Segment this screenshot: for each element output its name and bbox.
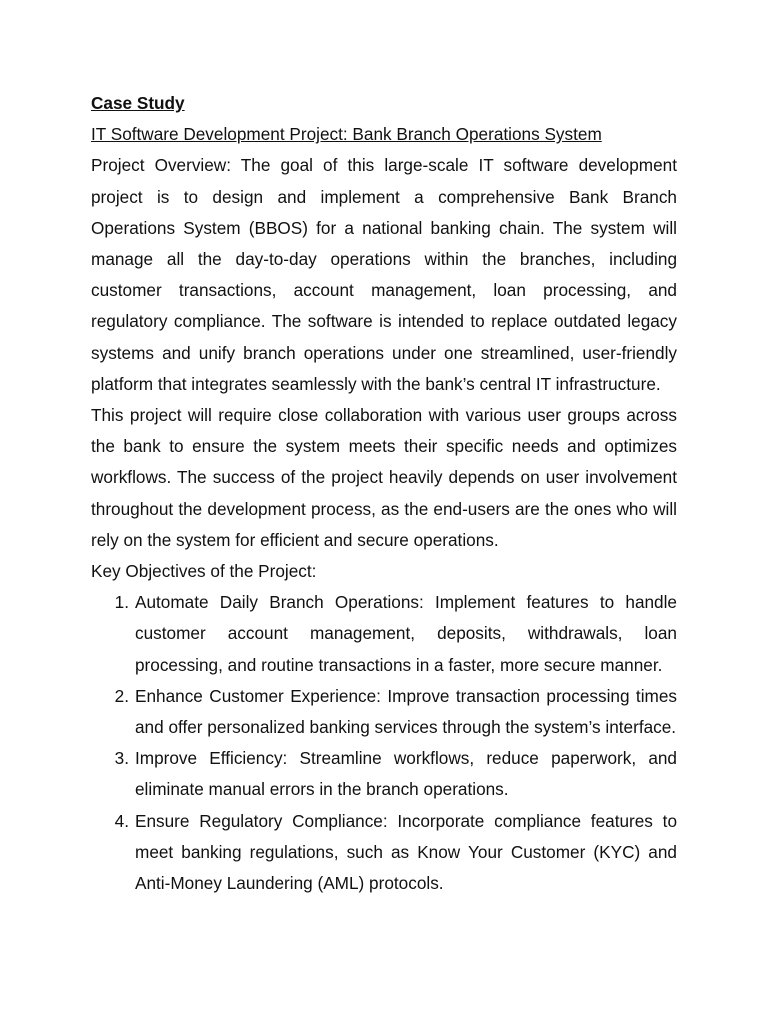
list-item-text: Enhance Customer Experience: Improve transaction processing times and offer personalized banking services through the system’s interface. [135,685,677,738]
list-item [114,681,677,743]
list-number: 1. [114,592,129,613]
objectives-list [91,587,677,899]
project-overview-paragraph: Project Overview: The goal of this large-scale IT software development project is to design and implement a comprehensive Bank Branch Operations System (BBOS) for a national banking chain. The system will manage all the day-to-day operations within the branches, including customer transactions, account management, loan processing, and regulatory compliance. The software is intended to replace outdated legacy systems and unify branch operations under one streamlined, user-friendly platform that integrates seamlessly with the bank’s central IT infrastructure. [91,155,677,394]
document-page [91,88,677,899]
document-heading: Case Study [91,93,185,113]
list-item-text: Ensure Regulatory Compliance: Incorporate compliance features to meet banking regulations, such as Know Your Customer (KYC) and Anti-Money Laundering (AML) protocols. [135,810,677,894]
list-item [114,587,677,681]
list-item [114,743,677,805]
list-number: 2. [114,685,129,706]
list-item [114,806,677,900]
list-number: 4. [114,810,129,831]
list-item-text: Automate Daily Branch Operations: Implement features to handle customer account management, deposits, withdrawals, loan processing, and routine transactions in a faster, more secure manner. [135,592,677,675]
collaboration-paragraph: This project will require close collaboration with various user groups across the bank to ensure the system meets their specific needs and optimizes workflows. The success of the project heavily depends on user involvement throughout the development process, as the end-users are the ones who will rely on the system for efficient and secure operations. [91,405,677,550]
document-subtitle: IT Software Development Project: Bank Branch Operations System [91,124,602,145]
list-number: 3. [114,748,129,769]
list-item-text: Improve Efficiency: Streamline workflows, reduce paperwork, and eliminate manual errors in the branch operations. [135,748,677,800]
objectives-label: Key Objectives of the Project: [91,561,317,582]
